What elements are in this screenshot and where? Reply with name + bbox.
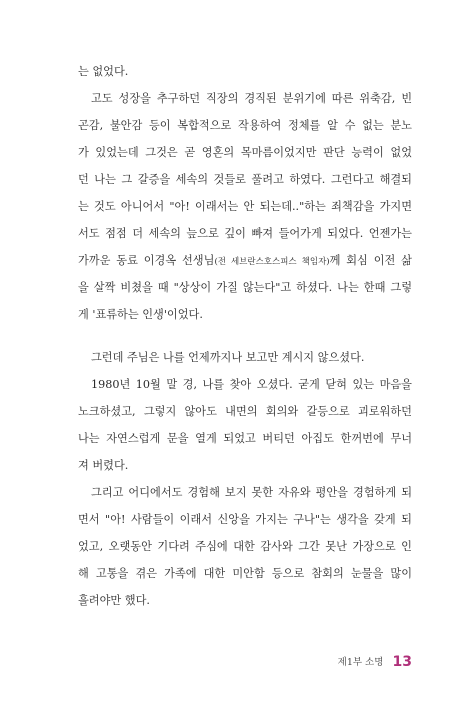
text-line: 해 고통을 겪은 가족에 대한 미안함 등으로 참회의 눈물을 많이 xyxy=(78,567,412,580)
text-line: 곤감, 불안감 등이 복합적으로 작용하여 정체를 알 수 없는 분노 xyxy=(78,119,412,132)
text-line: 서도 점점 더 세속의 늪으로 깊이 빠져 들어가게 되었다. 언젠가는 xyxy=(78,227,412,240)
parenthetical-note: (전 세브란스호스피스 책임자) xyxy=(214,257,330,267)
text-line: 는 없었다. xyxy=(78,65,129,78)
text-line: 고도 성장을 추구하던 직장의 경직된 분위기에 따른 위축감, 빈 xyxy=(91,92,412,105)
text-line: 던 나는 그 갈증을 세속의 것들로 풀려고 하였다. 그런다고 해결되 xyxy=(78,173,412,186)
text-line: 져 버렸다. xyxy=(78,459,129,472)
text-line: 면서 "아! 사람들이 이래서 신앙을 가지는 구나"는 생각을 갖게 되 xyxy=(78,513,412,526)
text-segment: 가까운 동료 이경옥 선생님 xyxy=(78,254,215,267)
page-number: 13 xyxy=(392,654,412,670)
text-line: 는 것도 아니어서 "아! 이래서는 안 되는데.."하는 죄책감을 가지면 xyxy=(78,200,412,213)
text-line: 1980년 10월 말 경, 나를 찾아 오셨다. 굳게 닫혀 있는 마음을 xyxy=(91,378,412,391)
page-footer xyxy=(338,651,412,670)
text-line: 그런데 주님은 나를 언제까지나 보고만 계시지 않으셨다. xyxy=(91,351,365,364)
text-line: 그리고 어디에서도 경험해 보지 못한 자유와 평안을 경험하게 되 xyxy=(91,486,412,499)
text-line: 노크하셨고, 그렇지 않아도 내면의 회의와 갈등으로 괴로워하던 xyxy=(78,405,412,418)
text-segment: 께 회심 이전 삶 xyxy=(329,254,412,267)
text-line: 었고, 오랫동안 기다려 주심에 대한 감사와 그간 못난 가장으로 인 xyxy=(78,540,412,553)
text-line xyxy=(78,253,412,269)
text-line: 가 있었는데 그것은 곧 영혼의 목마름이었지만 판단 능력이 없었 xyxy=(78,146,412,159)
running-head: 제1부 소명 xyxy=(337,657,384,668)
text-line: 게 '표류하는 인생'이었다. xyxy=(78,308,203,321)
text-line: 을 살짝 비쳤을 때 "상상이 가질 않는다"고 하셨다. 나는 한때 그렇 xyxy=(78,281,412,294)
text-line: 흘려야만 했다. xyxy=(78,594,150,607)
text-line: 나는 자연스럽게 문을 열게 되었고 버티던 아집도 한꺼번에 무너 xyxy=(78,432,412,445)
